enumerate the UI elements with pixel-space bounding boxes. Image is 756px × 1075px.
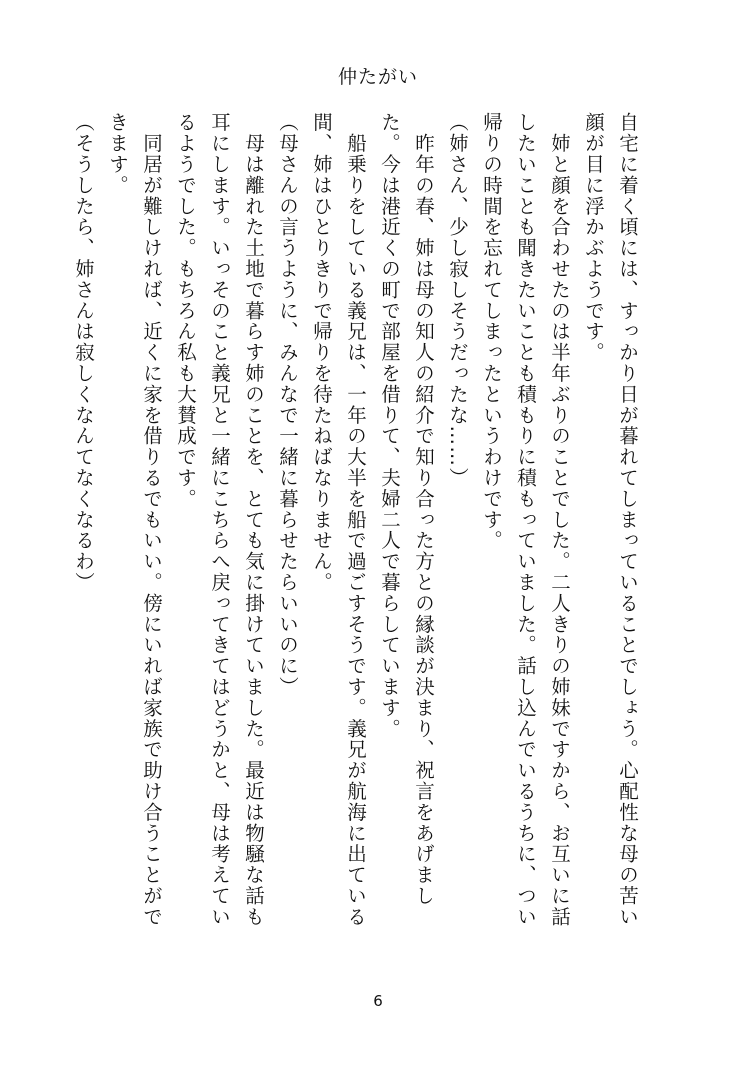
paragraph: 船乗りをしている義兄は、一年の大半を船で過ごすそうです。義兄が航海に出ている間、姉はひとりきりで帰りを待たねばなりません。 [310,112,367,928]
page-number: 6 [373,992,383,1010]
paragraph: （姉さん、少し寂しそうだったな……） [446,112,469,489]
page-title: 仲たがい [337,66,418,88]
paragraph: 姉と顔を合わせたのは半年ぶりのことでした。二人きりの姉妹ですから、お互いに話したいことも聞きたいことも積もりに積もっていました。話し込んでいるうちに、つい帰りの時間を忘れてしまったというわけです。 [480,112,571,928]
paragraph: （そうしたら、姉さんは寂しくなんてなくなるわ） [72,112,95,593]
paragraph: 母は離れた土地で暮らす姉のことを、とても気に掛けていました。最近は物騒な話も耳にします。いっそのこと義兄と一緒にこちらへ戻ってきてはどうかと、母は考えているようでした。もちろん私も大賛成です。 [174,112,265,928]
paragraph: 自宅に着く頃には、すっかり日が暮れてしまっていることでしょう。心配性な母の苦い顔が目に浮かぶようです。 [582,112,639,928]
paragraph: 同居が難しければ、近くに家を借りるでもいい。傍にいれば家族で助け合うことができます。 [106,112,163,928]
paragraph: 昨年の春、姉は母の知人の紹介で知り合った方との縁談が決まり、祝言をあげました。今は港近くの町で部屋を借りて、夫婦二人で暮らしています。 [378,112,435,907]
body-text [66,112,644,932]
paragraph: （母さんの言うように、みんなで一緒に暮らせたらいいのに） [276,112,299,698]
